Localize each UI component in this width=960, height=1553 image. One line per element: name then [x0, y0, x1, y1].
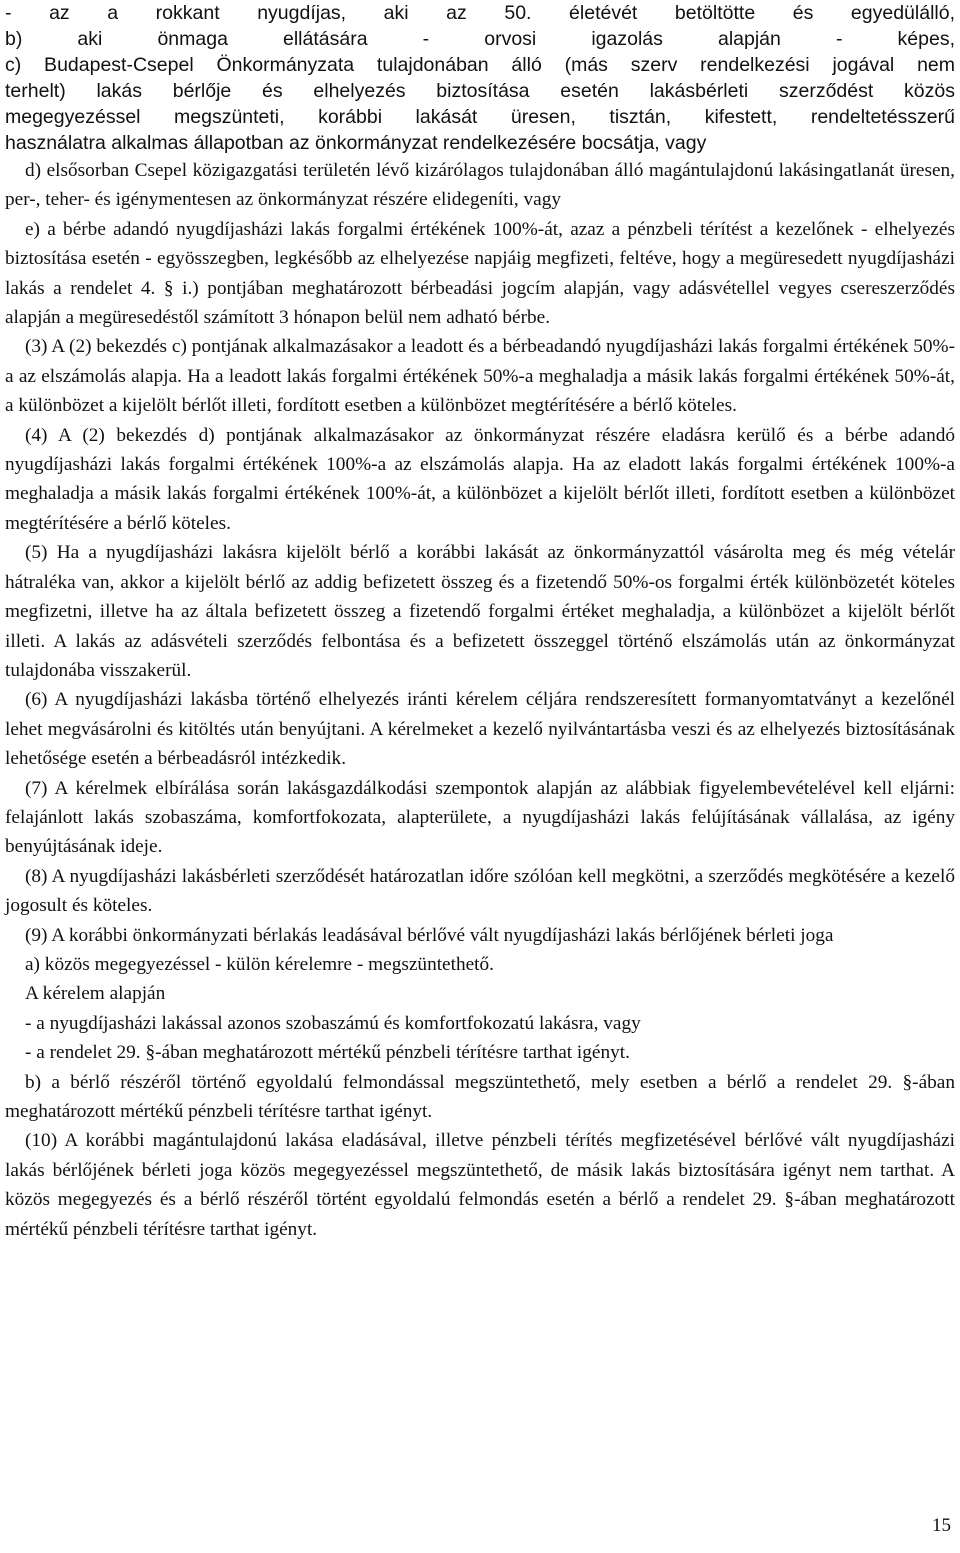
paragraph-9: (9) A korábbi önkormányzati bérlakás leadásával bérlővé vált nyugdíjasházi lakás bérlőjének bérleti joga	[25, 924, 834, 946]
text-line: b) aki önmaga ellátására - orvosi igazolás alapján - képes,	[5, 28, 955, 50]
paragraph-4: (4) A (2) bekezdés d) pontjának alkalmazásakor az önkormányzat részére eladásra kerülő és a bérbe adandó nyugdíjasházi lakás forgalmi értékének 100%-a az elszámolás alapja. Ha az eladott lakás forgalmi értékének 100%-a meghaladja a másik lakás forgalmi értékének 100%-át, a különbözet a kijelölt bérlőt illeti, fordított esetben a különbözet megtérítésére a bérlő köteles.	[5, 424, 955, 534]
text-line: terhelt) lakás bérlője és elhelyezés biztosítása esetén lakásbérleti szerződést közös	[5, 80, 955, 102]
paragraph-request: A kérelem alapján	[25, 983, 166, 1005]
paragraph-8: (8) A nyugdíjasházi lakásbérleti szerződését határozatlan időre szólóan kell megkötni, a szerződés megkötésére a kezelő jogosult és köteles.	[5, 865, 955, 917]
text-line: megegyezéssel megszünteti, korábbi lakását üresen, tisztán, kifestett, rendeltetésszerű	[5, 106, 955, 128]
paragraph-9-b: b) a bérlő részéről történő egyoldalú felmondással megszüntethető, mely esetben a bérlő a rendelet 29. §-ában meghatározott mértékű pénzbeli térítésre tarthat igényt.	[5, 1071, 955, 1122]
opening-list	[5, 0, 955, 156]
paragraph-9-a: a) közös megegyezéssel - külön kérelemre - megszüntethető.	[25, 953, 494, 975]
paragraph-dash-1: - a nyugdíjasházi lakással azonos szobaszámú és komfortfokozatú lakásra, vagy	[25, 1012, 641, 1034]
paragraph-dash-2: - a rendelet 29. §-ában meghatározott mértékű pénzbeli térítésre tarthat igényt.	[25, 1042, 630, 1064]
paragraph-d: d) elsősorban Csepel közigazgatási területén lévő kizárólagos tulajdonában álló magántulajdonú lakásingatlanát üresen, per-, teher- és igénymentesen az önkormányzat részére elidegeníti, vagy	[5, 160, 955, 211]
paragraph-5: (5) Ha a nyugdíjasházi lakásra kijelölt bérlő a korábbi lakását az önkormányzattól vásárolta meg és még vételár hátraléka van, akkor a kijelölt bérlő az addig befizetett összeg és a fizetendő 50%-os forgalmi érték különbözetét köteles megfizetni, illetve ha az általa befizetett összeg a fizetendő forgalmi értéket meghaladja, a különbözet a kijelölt bérlőt illeti. A lakás az adásvételi szerződés felbontása és a befizetett összeggel történő elszámolás után az önkormányzat tulajdonába visszakerül.	[5, 542, 955, 681]
paragraph-7: (7) A kérelmek elbírálása során lakásgazdálkodási szempontok alapján az alábbiak figyelembevételével kell eljárni: felajánlott lakás szobaszáma, komfortfokozata, alapterülete, a nyugdíjasházi lakás felújításának vállalása, az igény benyújtásának ideje.	[5, 777, 955, 858]
text-line: használatra alkalmas állapotban az önkormányzat rendelkezésére bocsátja, vagy	[5, 132, 707, 154]
paragraph-3: (3) A (2) bekezdés c) pontjának alkalmazásakor a leadott és a bérbeadandó nyugdíjasházi lakás forgalmi értékének 50%-a az elszámolás alapja. Ha a leadott lakás forgalmi értékének 50%-a meghaladja a másik lakás forgalmi értékének 50%-át, a különbözet a kijelölt bérlőt illeti, fordított esetben a különbözet megtérítésére a bérlő köteles.	[5, 336, 955, 417]
document-page	[5, 0, 955, 1244]
paragraph-e: e) a bérbe adandó nyugdíjasházi lakás forgalmi értékének 100%-át, azaz a pénzbeli térítést a kezelőnek - elhelyezés biztosítása esetén - egyösszegben, legkésőbb az elhelyezése napjáig megfizeti, feltéve, hogy a megüresedett nyugdíjasházi lakás a rendelet 4. § i.) pontjában meghatározott bérbeadási jogcím alapján, vagy adásvétellel vegyes csereszerződés alapján a megüresedéstől számított 3 hónapon belül nem adható bérbe.	[5, 218, 955, 329]
text-line: - az a rokkant nyugdíjas, aki az 50. életévét betöltötte és egyedülálló,	[5, 2, 955, 24]
paragraph-6: (6) A nyugdíjasházi lakásba történő elhelyezés iránti kérelem céljára rendszeresített formanyomtatványt a kezelőnél lehet megvásárolni és kitöltés után benyújtani. A kérelmeket a kezelő nyilvántartásba veszi és az elhelyezés biztosításának lehetősége esetén a bérbeadásról intézkedik.	[5, 689, 955, 770]
text-line: c) Budapest-Csepel Önkormányzata tulajdonában álló (más szerv rendelkezési jogával nem	[5, 54, 955, 76]
paragraph-10: (10) A korábbi magántulajdonú lakása eladásával, illetve pénzbeli térítés megfizetésével bérlővé vált nyugdíjasházi lakás bérlőjének bérleti joga közös megegyezéssel megszüntethető, de másik lakás biztosítására igényt nem tarthat. A közös megegyezés és a bérlő részéről történt egyoldalú felmondás esetén a bérlő a rendelet 29. §-ában meghatározott mértékű pénzbeli térítésre tarthat igényt.	[5, 1130, 955, 1240]
body-text	[5, 156, 955, 1244]
page-number: 15	[932, 1515, 951, 1536]
